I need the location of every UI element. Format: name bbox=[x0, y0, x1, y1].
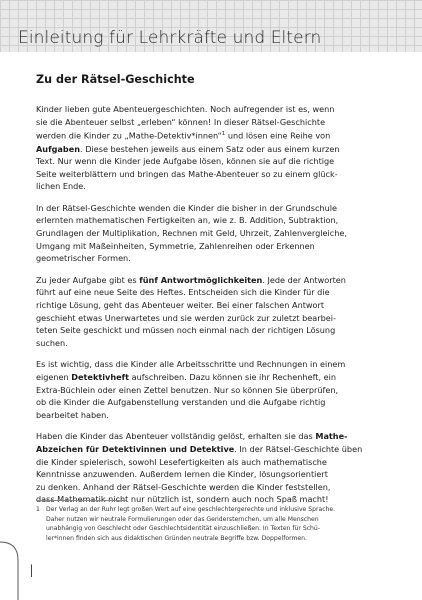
text-line bbox=[36, 227, 388, 240]
text-line bbox=[36, 312, 388, 325]
text-line bbox=[36, 443, 388, 456]
text-line bbox=[36, 180, 388, 193]
text-run: die Kinder spielerisch, sowohl Lesefertigkeiten als auch mathematische bbox=[36, 456, 327, 467]
text-run: Extra-Büchlein oder einen Zettel benutzen. Nur so können Sie überprüfen, bbox=[36, 384, 339, 395]
text-run: aufschreiben. Dazu können sie ihr Rechenheft, ein bbox=[129, 372, 337, 382]
text-run: Zu jeder Aufgabe gibt es bbox=[36, 274, 140, 285]
footnote-marker: 1 bbox=[36, 506, 40, 513]
text-run: Haben die Kinder das Abenteuer vollständig gelöst, erhalten sie das bbox=[36, 431, 316, 442]
text-line bbox=[36, 396, 388, 409]
text-run: Grundlagen der Multiplikation, Rechnen mit Geld, Uhrzeit, Zahlenvergleiche, bbox=[36, 228, 347, 239]
paragraph bbox=[36, 103, 388, 193]
header-band bbox=[0, 0, 422, 60]
text-run: erlernten mathematischen Fertigkeiten an, wie z. B. Addition, Subtraktion, bbox=[36, 215, 339, 226]
footnote-divider bbox=[36, 500, 126, 501]
text-run: zu denken. Anhand der Rätsel-Geschichte werden die Kinder feststellen, bbox=[36, 481, 331, 492]
text-run: richtige Lösung, geht das Abenteuer weiter. Bei einer falschen Antwort bbox=[36, 300, 325, 311]
text-line bbox=[36, 409, 388, 422]
text-run: eigenen bbox=[36, 372, 72, 382]
bold-term: Mathe- bbox=[315, 431, 348, 442]
text-line bbox=[36, 456, 388, 469]
text-run: lichen Ende. bbox=[36, 181, 86, 192]
paragraph bbox=[36, 358, 388, 421]
footnote-line: unabhängig von Geschlecht oder Geschlechtsidentität einzuschließen. In Texten für Schü- bbox=[46, 525, 320, 533]
text-run: geometrischer Formen. bbox=[36, 253, 131, 264]
text-run: geschieht etwas Unerwartetes und sie werden zurück zur zuletzt bearbei- bbox=[36, 312, 336, 323]
text-run: und lösen eine Reihe von bbox=[225, 130, 331, 141]
bold-term: fünf Antwortmöglichkeiten bbox=[139, 274, 263, 285]
text-line bbox=[36, 116, 388, 129]
text-line bbox=[36, 168, 388, 181]
text-line bbox=[36, 481, 388, 494]
text-run: werden die Kinder zu „Mathe-Detektiv*innen“ bbox=[36, 130, 222, 141]
bold-term: Detektivheft bbox=[71, 372, 130, 382]
bold-term: Aufgaben bbox=[36, 143, 81, 154]
text-run: Umgang mit Maßeinheiten, Symmetrie, Zahlenreihen oder Erkennen bbox=[36, 240, 315, 251]
text-line bbox=[36, 371, 388, 384]
text-line bbox=[36, 358, 388, 371]
paragraph bbox=[36, 202, 388, 265]
footnote-reference: 1 bbox=[221, 131, 226, 138]
text-run: führt auf eine neue Seite des Heftes. Entscheiden sich die Kinder für die bbox=[36, 287, 330, 298]
text-run: Kinder lieben gute Abenteuergeschichten. Noch aufregender ist es, wenn bbox=[36, 104, 335, 114]
text-line bbox=[36, 299, 388, 312]
text-run: Es ist wichtig, dass die Kinder alle Arbeitsschritte und Rechnungen in einem bbox=[36, 359, 346, 370]
page-number: I bbox=[29, 562, 35, 582]
text-line bbox=[36, 143, 388, 156]
text-run: . Diese bestehen jeweils aus einem Satz oder aus einem kurzen bbox=[80, 143, 340, 154]
text-line bbox=[36, 155, 388, 168]
text-line bbox=[36, 252, 388, 265]
text-run: Text. Nur wenn die Kinder jede Aufgabe lösen, können sie auf die richtige bbox=[36, 156, 335, 167]
text-run: Kenntnisse anzuwenden. Außerdem lernen die Kinder, lösungsorientiert bbox=[36, 469, 328, 480]
footnote-line: Der Verlag an der Ruhr legt großen Wert auf eine geschlechtergerechte und inklusive Sprache. bbox=[46, 506, 336, 513]
footnote-line: Daher nutzen wir neutrale Formulierungen oder das Gendersternchen, um alle Menschen bbox=[46, 515, 319, 523]
text-run: dass Mathematik nicht nur nützlich ist, sondern auch noch Spaß macht! bbox=[36, 494, 329, 505]
text-run: bearbeitet haben. bbox=[36, 409, 109, 420]
text-run: Seite weiterblättern und bringen das Mathe-Abenteuer so zu einem glück- bbox=[36, 168, 338, 179]
text-line bbox=[36, 240, 388, 253]
text-line bbox=[36, 430, 388, 443]
paragraph bbox=[36, 430, 388, 506]
text-line bbox=[36, 468, 388, 481]
text-line bbox=[36, 286, 388, 299]
footnote bbox=[36, 505, 388, 543]
text-run: ob die Kinder die Aufgabenstellung verstanden und die Aufgabe richtig bbox=[36, 397, 326, 408]
text-run: . Jede der Antworten bbox=[262, 274, 346, 285]
footnote-text bbox=[36, 505, 388, 543]
text-run: teten Seite geschickt und müssen noch einmal nach der richtigen Lösung bbox=[36, 325, 336, 336]
footnote-line: ler*innen finden sich aus didaktischen Gründen neutrale Begriffe bzw. Doppelformen. bbox=[46, 534, 307, 542]
text-line bbox=[36, 274, 388, 287]
section-title: Zu der Rätsel-Geschichte bbox=[36, 73, 195, 86]
text-run: . In der Rätsel-Geschichte üben bbox=[234, 443, 363, 454]
text-run: sie die Abenteuer selbst „erleben“ können! In dieser Rätsel-Geschichte bbox=[36, 116, 326, 127]
text-line bbox=[36, 324, 388, 337]
page-content bbox=[36, 72, 388, 515]
text-line bbox=[36, 384, 388, 397]
text-line bbox=[36, 202, 388, 215]
page-sheet-edge bbox=[0, 52, 422, 66]
text-line bbox=[36, 128, 388, 142]
text-run: suchen. bbox=[36, 337, 68, 348]
page-header-title: Einleitung für Lehrkräfte und Eltern bbox=[18, 28, 322, 48]
text-line bbox=[36, 214, 388, 227]
text-line bbox=[36, 337, 388, 350]
paragraph bbox=[36, 274, 388, 350]
body-text bbox=[36, 103, 388, 506]
text-run: In der Rätsel-Geschichte wenden die Kinder die bisher in der Grundschule bbox=[36, 202, 337, 213]
text-line bbox=[36, 103, 388, 116]
bold-term: Abzeichen für Detektivinnen und Detektive bbox=[36, 443, 235, 454]
